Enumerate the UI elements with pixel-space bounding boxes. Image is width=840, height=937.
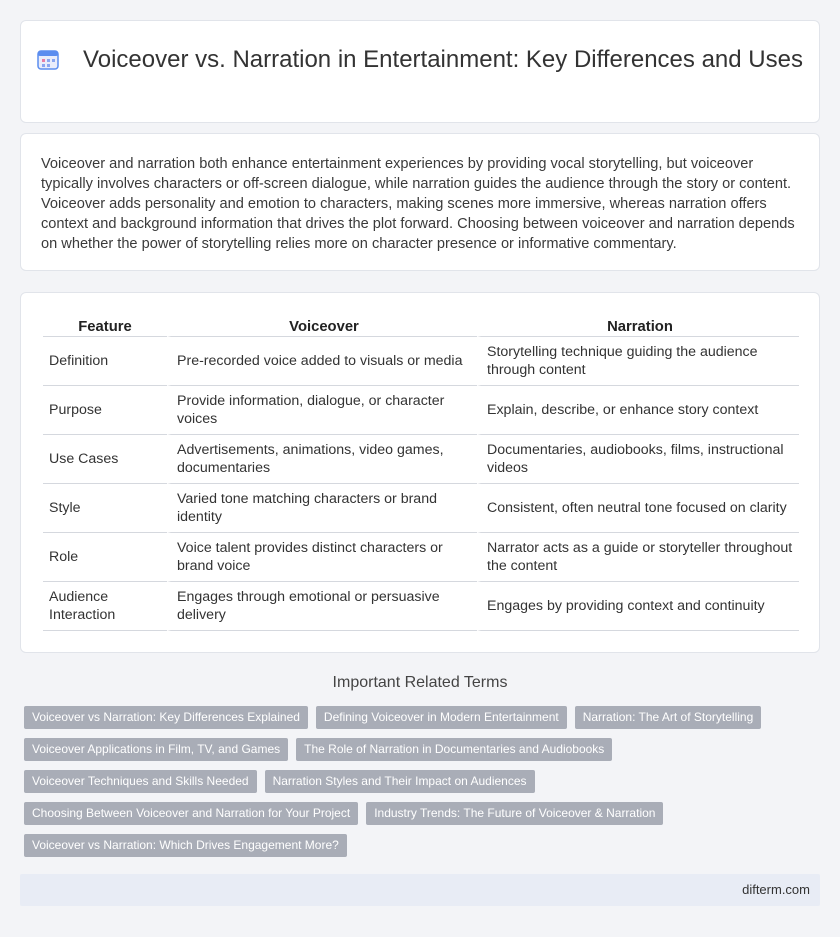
voiceover-cell: Voice talent provides distinct characters or brand voice	[167, 533, 477, 582]
related-terms-heading: Important Related Terms	[332, 674, 508, 691]
narration-cell: Storytelling technique guiding the audience through content	[477, 337, 799, 386]
feature-cell: Use Cases	[43, 435, 167, 484]
intro-paragraph: Voiceover and narration both enhance entertainment experiences by providing vocal storytelling, but voiceover typically involves characters or off-screen dialogue, while narration guides the audience through the story or content. Voiceover adds personality and emotion to characters, making scenes more immersive, whereas narration offers context and background information that drives the plot forward. Choosing between voiceover and narration depends on whether the power of storytelling relies more on character presence or informative commentary.	[41, 156, 795, 252]
related-term-link[interactable]: Defining Voiceover in Modern Entertainment	[316, 706, 567, 729]
related-term-link[interactable]: Industry Trends: The Future of Voiceover & Narration	[366, 802, 663, 825]
table-row	[43, 533, 799, 582]
page-title	[21, 45, 819, 74]
related-term-link[interactable]: Narration Styles and Their Impact on Audiences	[265, 770, 535, 793]
table-row	[43, 435, 799, 484]
feature-cell: Definition	[43, 337, 167, 386]
voiceover-cell: Engages through emotional or persuasive delivery	[167, 582, 477, 631]
page-title-text: Voiceover vs. Narration in Entertainment: Key Differences and Uses	[83, 46, 803, 73]
related-term-link[interactable]: Narration: The Art of Storytelling	[575, 706, 762, 729]
related-term-link[interactable]: Voiceover Applications in Film, TV, and Games	[24, 738, 288, 761]
feature-cell: Purpose	[43, 386, 167, 435]
footer-site-link[interactable]: difterm.com	[742, 882, 810, 897]
feature-cell: Style	[43, 484, 167, 533]
comparison-table	[43, 313, 799, 631]
voiceover-cell: Varied tone matching characters or brand identity	[167, 484, 477, 533]
table-row	[43, 337, 799, 386]
related-term-link[interactable]: Voiceover vs Narration: Key Differences Explained	[24, 706, 308, 729]
narration-cell: Documentaries, audiobooks, films, instructional videos	[477, 435, 799, 484]
narration-cell: Narrator acts as a guide or storyteller throughout the content	[477, 533, 799, 582]
header-feature: Feature	[43, 313, 167, 337]
voiceover-cell: Provide information, dialogue, or character voices	[167, 386, 477, 435]
related-term-link[interactable]: Voiceover vs Narration: Which Drives Engagement More?	[24, 834, 347, 857]
title-card	[20, 20, 820, 123]
narration-cell: Explain, describe, or enhance story context	[477, 386, 799, 435]
table-row	[43, 386, 799, 435]
voiceover-cell: Pre-recorded voice added to visuals or media	[167, 337, 477, 386]
voiceover-cell: Advertisements, animations, video games, documentaries	[167, 435, 477, 484]
related-term-link[interactable]: Voiceover Techniques and Skills Needed	[24, 770, 257, 793]
table-row	[43, 582, 799, 631]
comparison-card	[20, 292, 820, 653]
header-voiceover: Voiceover	[167, 313, 477, 337]
narration-cell: Consistent, often neutral tone focused on clarity	[477, 484, 799, 533]
header-narration: Narration	[477, 313, 799, 337]
feature-cell: Role	[43, 533, 167, 582]
feature-cell: Audience Interaction	[43, 582, 167, 631]
footer	[20, 874, 820, 906]
narration-cell: Engages by providing context and continuity	[477, 582, 799, 631]
related-term-link[interactable]: Choosing Between Voiceover and Narration for Your Project	[24, 802, 358, 825]
table-row	[43, 484, 799, 533]
related-term-link[interactable]: The Role of Narration in Documentaries and Audiobooks	[296, 738, 612, 761]
table-header-row	[43, 313, 799, 337]
intro-card	[20, 133, 820, 271]
calendar-icon	[37, 48, 59, 70]
related-terms-list	[24, 706, 804, 857]
